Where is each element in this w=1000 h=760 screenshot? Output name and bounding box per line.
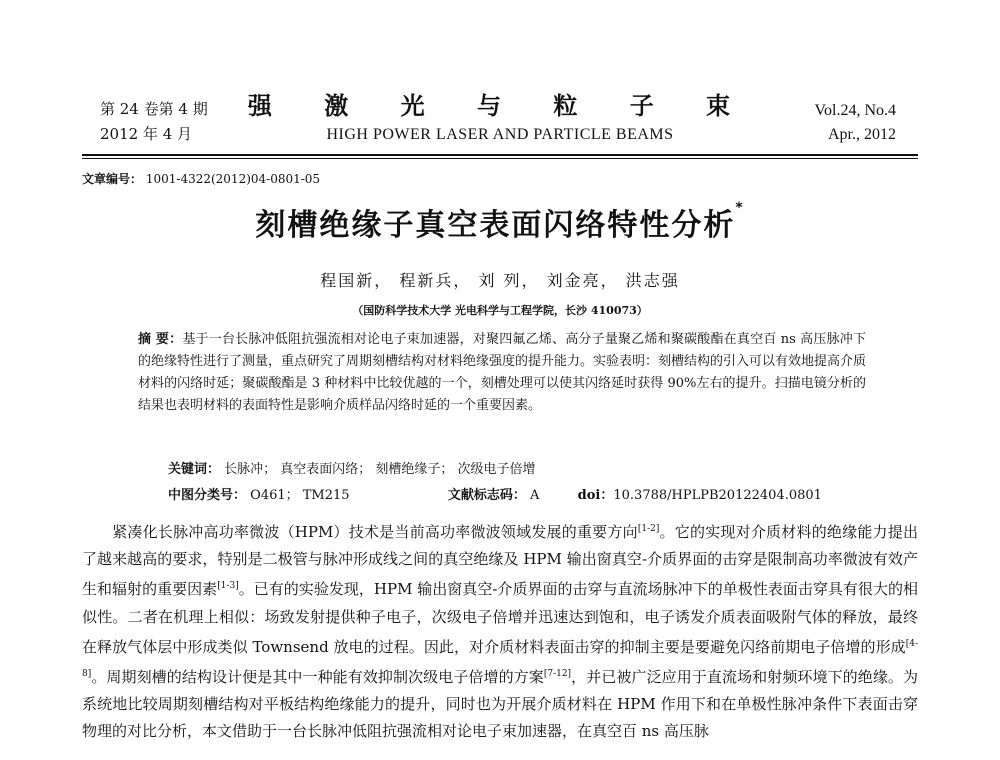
abstract (138, 329, 866, 417)
body-text-2: 。它的实现对介质材料的绝缘能力提出了越来越高的要求，特别是二极管与脉冲形成线之间的真空绝缘及 HPM 输出窗真空-介质界面的击穿是限制高功率微波有效产生和辐射的重要因素 (82, 523, 918, 599)
header-rule-thick (82, 154, 918, 156)
doc-code-value: A (530, 488, 540, 503)
article-number-label: 文章编号： (82, 172, 143, 186)
body-text-1: 紧凑化长脉冲高功率微波（HPM）技术是当前高功率微波领域发展的重要方向 (112, 523, 638, 541)
citation: [1-2] (637, 524, 660, 534)
doi-label: doi： (577, 488, 614, 503)
abstract-label: 摘 要： (138, 332, 183, 347)
article-number-value: 1001-4322(2012)04-0801-05 (145, 172, 321, 186)
body-text-4: 。周期刻槽的结构设计便是其中一种能有效抑制次级电子倍增的方案 (91, 668, 544, 687)
journal-title-cn: 强 激 光 与 粒 子 束 (247, 91, 753, 120)
clc-value: O461； TM215 (250, 488, 350, 503)
title-footnote-mark: * (735, 200, 745, 216)
volume-issue-en: Vol.24, No.4 (814, 102, 896, 119)
body-text-3: 。已有的实验发现，HPM 输出窗真空-介质界面的击穿与直流场脉冲下的单极性表面击穿具有很大的相似性。二者在机理上相似：场致发射提供种子电子，次级电子倍增并迅速达到饱和，电子诱发介质表面吸附气体的释放，最终在释放气体层中形成类似 Townsend 放电的过程。因此，对介质材料表面击穿的抑制主要是要避免闪络前期电子倍增的形成 (82, 580, 918, 656)
keywords-text: 长脉冲； 真空表面闪络； 刻槽绝缘子； 次级电子倍增 (224, 462, 536, 477)
citation: [4-8] (82, 638, 918, 680)
doc-code-label: 文献标志码： (447, 488, 526, 503)
citation: [1-3] (217, 581, 239, 592)
paper-title-text: 刻槽绝缘子真空表面闪络特性分析 (255, 208, 736, 243)
keywords (168, 458, 536, 477)
body-text-5: ，并已被广泛应用于直流场和射频环境下的绝缘。为系统地比较周期刻槽结构对平板结构绝缘能力的提升，同时也为开展介质材料在 HPM 作用下和在单极性脉冲条件下表面击穿物理的对比分析，本文借助于一台长脉冲低阻抗强流相对论电子束加速器，在真空百 ns 高压脉 (82, 668, 918, 741)
journal-title-en: HIGH POWER LASER AND PARTICLE BEAMS (326, 126, 674, 143)
publication-date-cn: 2012 年 4 月 (100, 125, 193, 143)
abstract-text: 基于一台长脉冲低阻抗强流相对论电子束加速器，对聚四氟乙烯、高分子量聚乙烯和聚碳酸酯在真空百 ns 高压脉冲下的绝缘特性进行了测量，重点研究了周期刻槽结构对材料绝缘强度的提升能力。实验表明：刻槽结构的引入可以有效地提高介质材料的闪络时延；聚碳酸酯是 3 种材料中比较优越的一个，刻槽处理可以使其闪络延时获得 90%左右的提升。扫描电镜分析的结果也表明材料的表面特性是影响介质样品闪络时延的一个重要因素。 (138, 332, 867, 413)
classification-line (168, 484, 822, 503)
keywords-label: 关键词： (168, 462, 221, 477)
author-list: 程国新， 程新兵， 刘 列， 刘金亮， 洪志强 (320, 271, 680, 290)
article-number (82, 170, 320, 187)
volume-issue-cn: 第 24 卷第 4 期 (100, 100, 208, 118)
clc-label: 中图分类号： (168, 488, 247, 503)
header-rule-thin (82, 158, 918, 159)
publication-date-en: Apr., 2012 (828, 126, 896, 143)
doi-value: 10.3788/HPLPB20122404.0801 (613, 488, 822, 503)
paper-title (0, 200, 1000, 244)
affiliation: （国防科学技术大学 光电科学与工程学院，长沙 410073） (352, 304, 648, 317)
citation: [7-12] (543, 669, 572, 680)
body-paragraph (82, 516, 918, 746)
